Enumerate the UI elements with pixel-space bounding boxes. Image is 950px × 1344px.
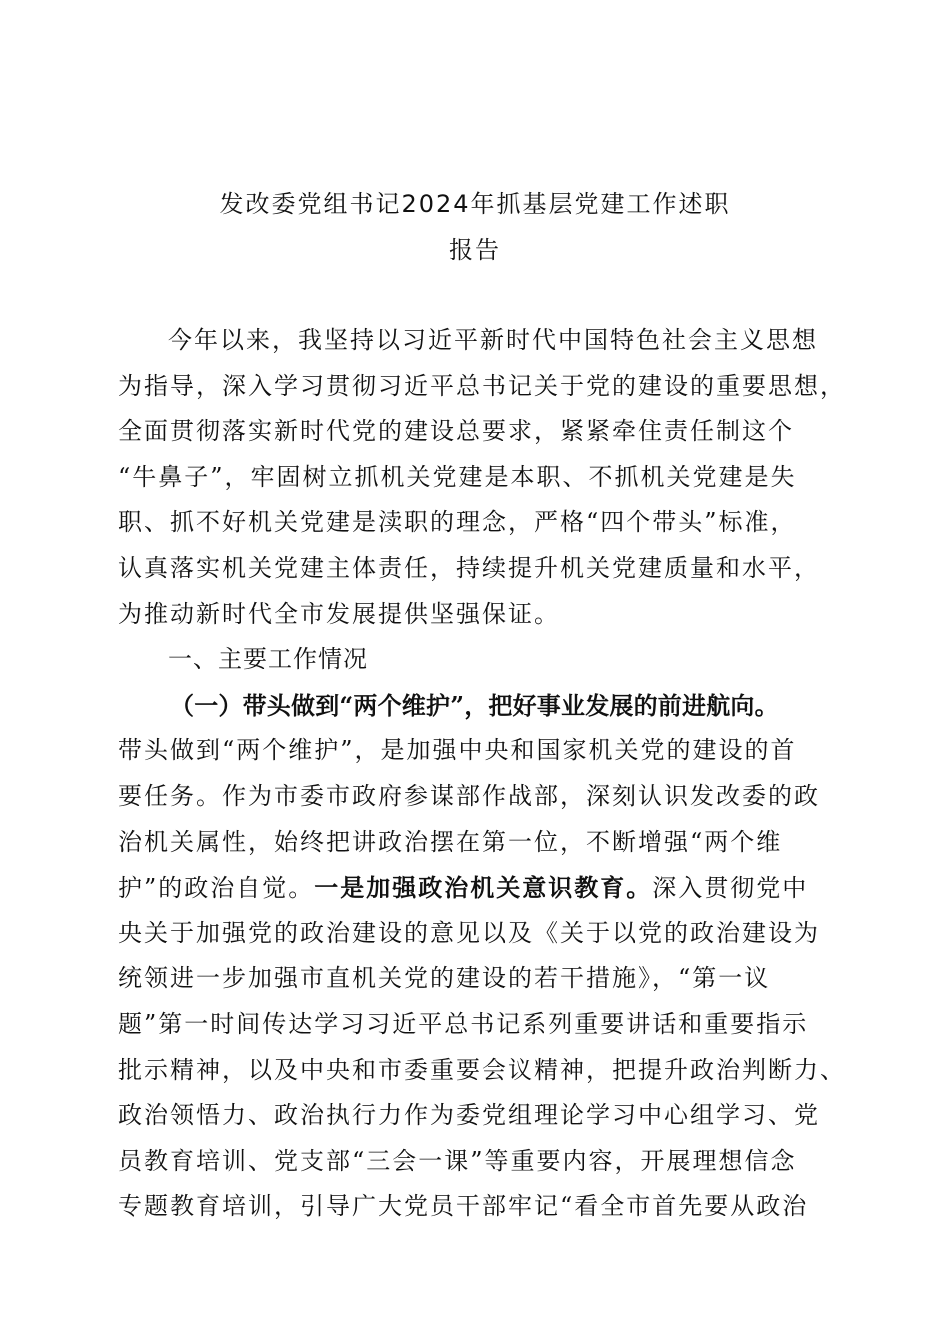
intro-line-4: “牛鼻子”，牢固树立抓机关党建是本职、不抓机关党建是失 — [118, 462, 797, 491]
intro-line-3: 全面贯彻落实新时代党的建设总要求，紧紧牵住责任制这个 — [118, 417, 794, 446]
para-line-2: 要任务。作为市委市政府参谋部作战部，深刻认识发改委的政 — [118, 781, 820, 810]
intro-line-7: 为推动新时代全市发展提供坚强保证。 — [118, 599, 560, 628]
para-line-5: 央关于加强党的政治建设的意见以及《关于以党的政治建设为 — [118, 918, 820, 947]
para-line-6: 统领进一步加强市直机关党的建设的若干措施》，“第一议 — [118, 964, 771, 993]
section-heading: 一、主要工作情况 — [168, 645, 368, 674]
point-one-heading: 一是加强政治机关意识教育。 — [314, 873, 653, 903]
intro-line-6: 认真落实机关党建主体责任，持续提升机关党建质量和水平， — [118, 553, 820, 582]
subsection-heading: （一）带头做到“两个维护”，把好事业发展的前进航向。 — [170, 690, 779, 720]
document-body — [118, 318, 846, 1230]
para-line-10: 员教育培训、党支部“三会一课”等重要内容，开展理想信念 — [118, 1146, 797, 1175]
para-line-3: 治机关属性，始终把讲政治摆在第一位，不断增强“两个维 — [118, 827, 783, 856]
intro-line-2: 为指导，深入学习贯彻习近平总书记关于党的建设的重要思想， — [118, 371, 846, 400]
para-line-8: 批示精神，以及中央和市委重要会议精神，把提升政治判断力、 — [118, 1055, 846, 1084]
para-line-1: 带头做到“两个维护”，是加强中央和国家机关党的建设的首 — [118, 736, 797, 765]
title-line-1: 发改委党组书记2024年抓基层党建工作述职 — [219, 190, 731, 218]
para-line-9: 政治领悟力、政治执行力作为委党组理论学习中心组学习、党 — [118, 1101, 820, 1130]
para-line-4-before: 护”的政治自觉。 — [118, 874, 315, 903]
para-line-7: 题”第一时间传达学习习近平总书记系列重要讲话和重要指示 — [118, 1009, 809, 1038]
para-line-4-after: 深入贯彻党中 — [652, 874, 809, 903]
para-line-4 — [118, 865, 838, 911]
intro-line-5: 职、抓不好机关党建是渎职的理念，严格“四个带头”标准， — [118, 508, 797, 537]
para-line-11: 专题教育培训，引导广大党员干部牢记“看全市首先要从政治 — [118, 1192, 809, 1221]
document-title — [110, 182, 840, 273]
title-line-2: 报告 — [449, 235, 501, 264]
intro-line-1: 今年以来，我坚持以习近平新时代中国特色社会主义思想 — [168, 326, 818, 354]
